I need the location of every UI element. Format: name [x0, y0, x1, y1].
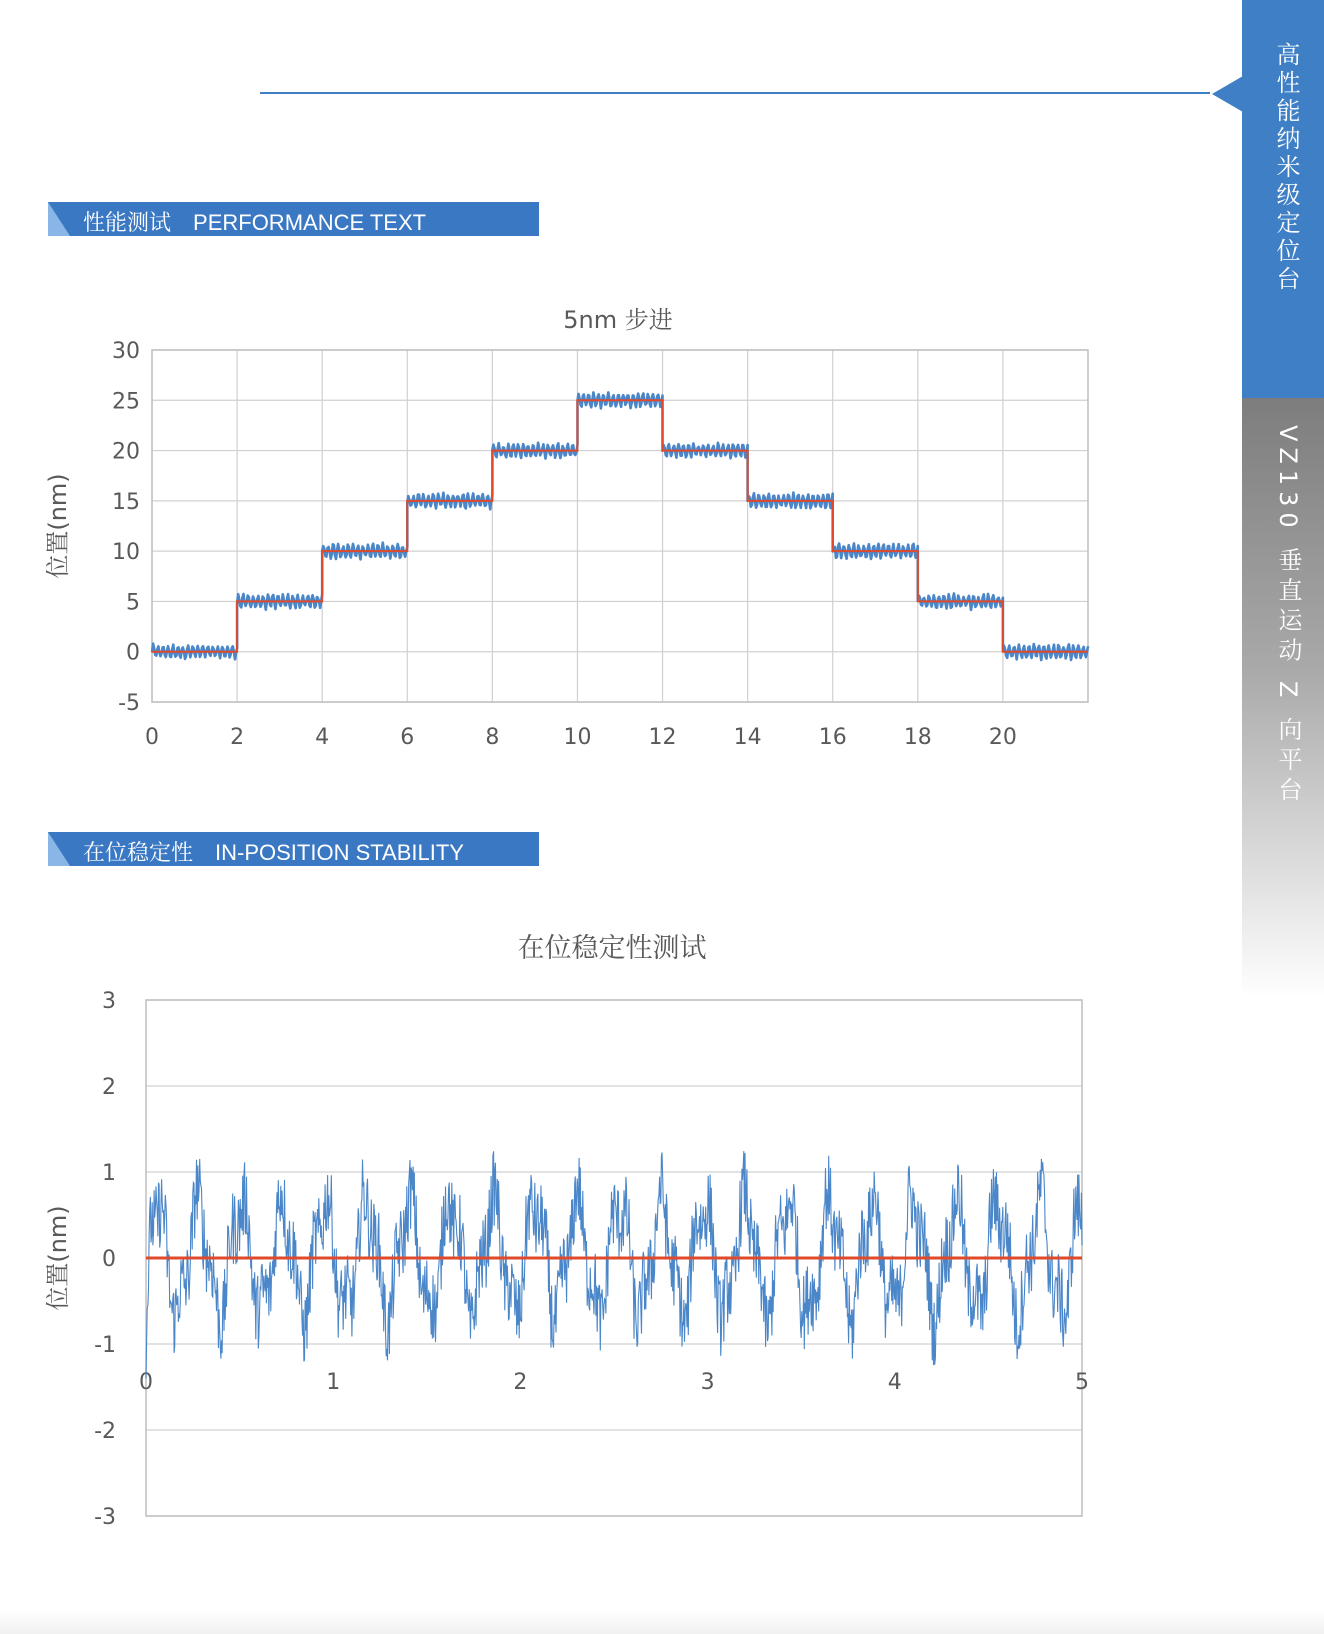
series-measured-line	[152, 392, 1088, 660]
y-tick-label: 25	[112, 389, 140, 415]
x-tick-label: 2	[230, 725, 245, 750]
x-tick-label: 12	[648, 725, 677, 750]
x-tick-label: 3	[700, 1370, 715, 1395]
y-tick-label: 15	[112, 489, 140, 515]
y-tick-label: 30	[112, 339, 140, 364]
y-tick-label: 0	[102, 1247, 116, 1272]
x-tick-label: 4	[315, 725, 330, 750]
section-title-zh: 性能测试	[83, 211, 172, 236]
y-tick-label: -5	[118, 691, 140, 716]
section-title-en: PERFORMANCE TEXT	[193, 210, 427, 235]
x-tick-label: 2	[513, 1370, 528, 1395]
y-tick-label: 10	[112, 540, 140, 566]
sidebar-title: 高性能纳米级定位台	[1272, 42, 1300, 294]
y-tick-label: 1	[102, 1161, 116, 1186]
series-target-line	[152, 400, 1088, 651]
y-tick-label: -1	[94, 1333, 116, 1358]
y-tick-label: 0	[126, 640, 140, 666]
sidebar-model: VZ130 垂直运动 Z 向平台	[1274, 425, 1302, 807]
y-axis-label: 位置(nm)	[44, 1205, 72, 1311]
y-tick-label: 3	[102, 989, 116, 1014]
x-tick-label: 1	[326, 1370, 341, 1395]
chart-title: 在位稳定性测试	[517, 933, 707, 964]
section-title-en: IN-POSITION STABILITY	[215, 840, 464, 865]
x-tick-label: 5	[1075, 1370, 1089, 1395]
y-tick-label: 20	[112, 439, 140, 465]
y-tick-label: -2	[94, 1419, 116, 1444]
x-tick-label: 16	[818, 725, 847, 750]
x-tick-label: 6	[400, 725, 415, 750]
section-title-zh: 在位稳定性	[83, 841, 194, 866]
x-tick-label: 10	[563, 725, 592, 750]
x-tick-label: 18	[903, 725, 932, 750]
y-tick-label: 2	[102, 1075, 116, 1100]
chart-title: 5nm 步进	[563, 306, 673, 334]
x-tick-label: 0	[139, 1370, 153, 1395]
x-tick-label: 0	[145, 725, 159, 750]
x-tick-label: 20	[988, 725, 1017, 750]
x-tick-label: 8	[485, 725, 500, 750]
y-tick-label: -3	[94, 1505, 116, 1530]
y-tick-label: 5	[126, 590, 140, 616]
page-bottom-band	[0, 1610, 1324, 1634]
x-tick-label: 4	[887, 1370, 902, 1395]
x-tick-label: 14	[733, 725, 762, 750]
y-axis-label: 位置(nm)	[44, 473, 72, 579]
